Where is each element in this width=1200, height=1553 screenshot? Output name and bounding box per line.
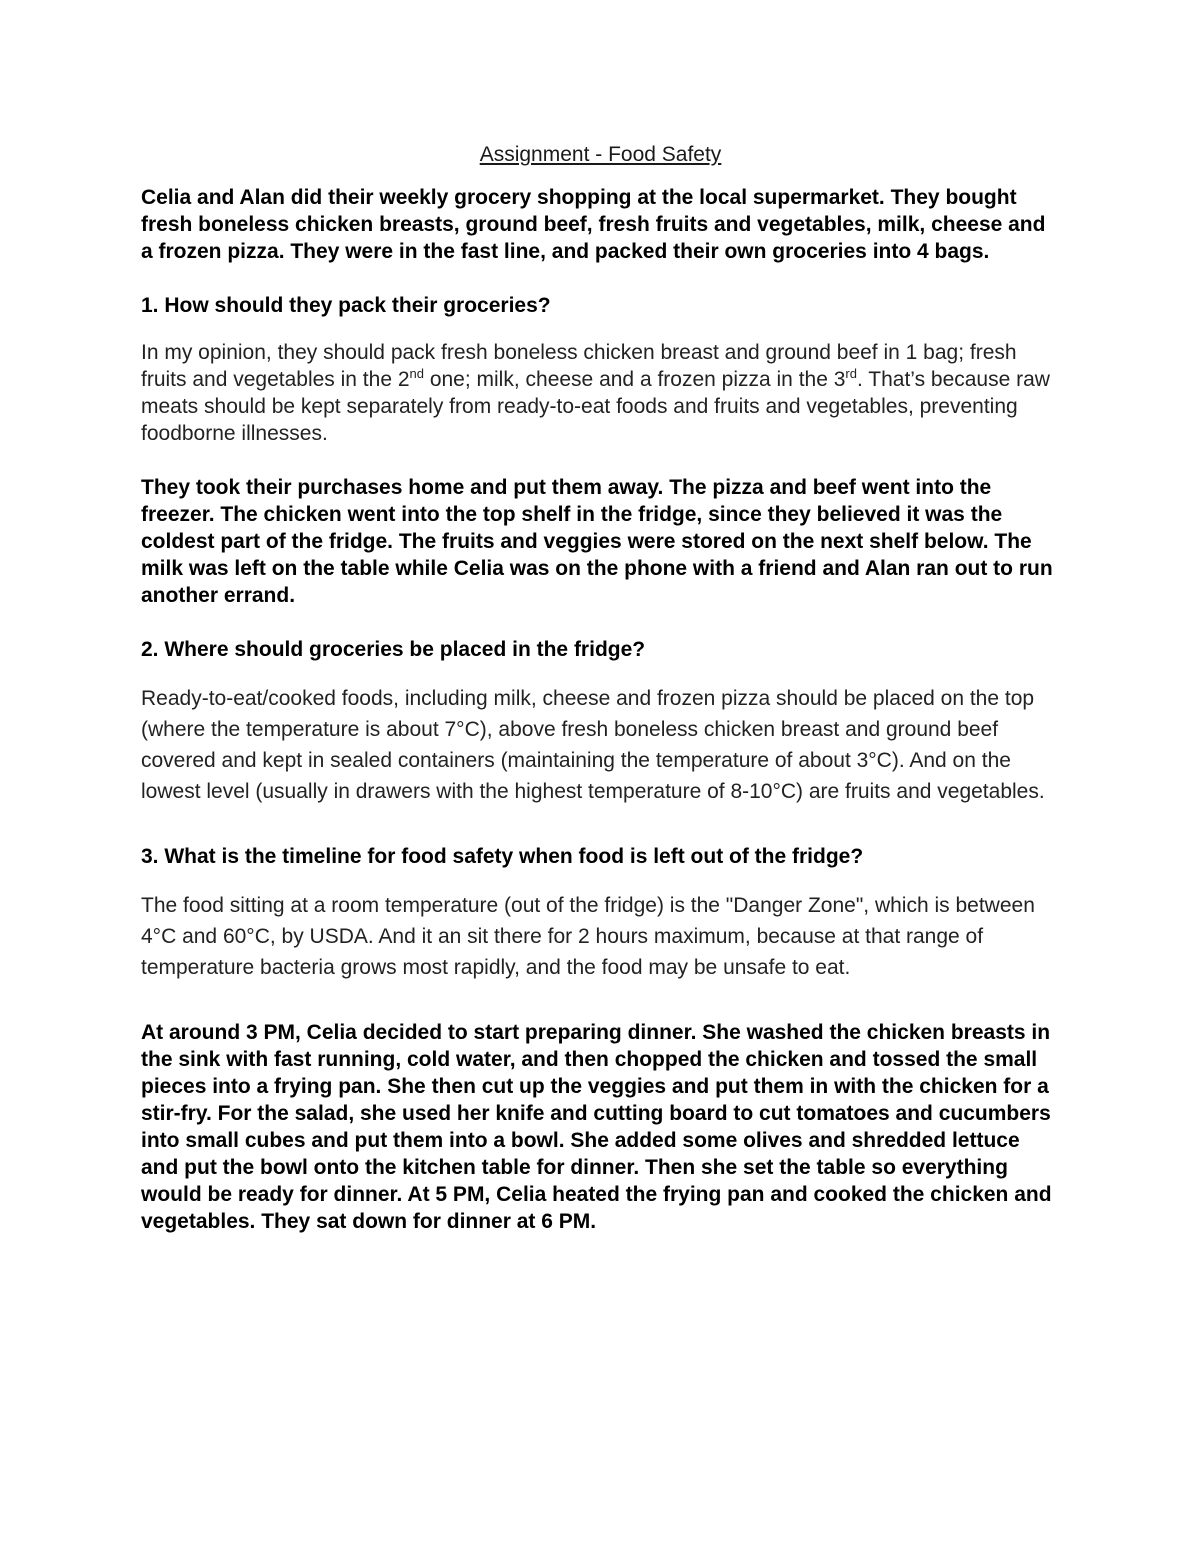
spacer [141,870,1060,890]
answer-2: Ready-to-eat/cooked foods, including milk, cheese and frozen pizza should be placed on the top (where the temperature is about 7°C), above fresh boneless chicken breast and ground beef covered and kept in sealed containers (maintaining the temperature of about 3°C). And on the lowest level (usually in drawers with the highest temperature of 8-10°C) are fruits and vegetables. [141,687,1045,803]
storage-paragraph: They took their purchases home and put them away. The pizza and beef went into the freezer. The chicken went into the top shelf in the fridge, since they believed it was the coldest part of the fridge. The fruits and veggies were stored on the next shelf below. The milk was left on the table while Celia was on the phone with a friend and Alan ran out to run another errand. [141,476,1053,607]
answer-1-sup-rd: rd [845,366,857,381]
question-1: 1. How should they pack their groceries? [141,294,551,317]
spacer [141,663,1060,683]
intro-paragraph: Celia and Alan did their weekly grocery shopping at the local supermarket. They bought fresh boneless chicken breasts, ground beef, fresh fruits and vegetables, milk, cheese and a frozen pizza. They were in the fast line, and packed their own groceries into 4 bags. [141,186,1046,263]
answer-1-part1: In my opinion, they should pack fresh boneless chicken breast and ground beef in 1 bag; fresh fruits and vegetables in the 2 [141,341,1017,391]
document-title: Assignment - Food Safety [479,143,722,166]
answer-3: The food sitting at a room temperature (out of the fridge) is the "Danger Zone", which is between 4°C and 60°C, by USDA. And it an sit there for 2 hours maximum, because at that range of temperature bacteria grows most rapidly, and the food may be unsafe to eat. [141,894,1035,979]
dinner-paragraph: At around 3 PM, Celia decided to start preparing dinner. She washed the chicken breasts in the sink with fast running, cold water, and then chopped the chicken and tossed the small pieces into a frying pan. She then cut up the veggies and put them in with the chicken for a stir-fry. For the salad, she used her knife and cutting board to cut tomatoes and cucumbers into small cubes and put them into a bowl. She added some olives and shredded lettuce and put the bowl onto the kitchen table for dinner. Then she set the table so everything would be ready for dinner. At 5 PM, Celia heated the frying pan and cooked the chicken and vegetables. They sat down for dinner at 6 PM. [141,1021,1052,1233]
answer-1-part3: . That’s because raw meats should be kept separately from ready-to-eat foods and fruits and vegetables, preventing foodborne illnesses. [141,368,1050,445]
spacer [141,319,1060,339]
answer-1 [141,339,1060,447]
spacer [141,609,1060,636]
question-2: 2. Where should groceries be placed in the fridge? [141,638,646,661]
answer-1-sup-nd: nd [409,366,424,381]
spacer [141,807,1060,843]
spacer [141,983,1060,1019]
question-3: 3. What is the timeline for food safety when food is left out of the fridge? [141,845,864,868]
spacer [141,265,1060,292]
spacer [141,447,1060,474]
answer-1-part2: one; milk, cheese and a frozen pizza in the 3 [423,368,846,391]
